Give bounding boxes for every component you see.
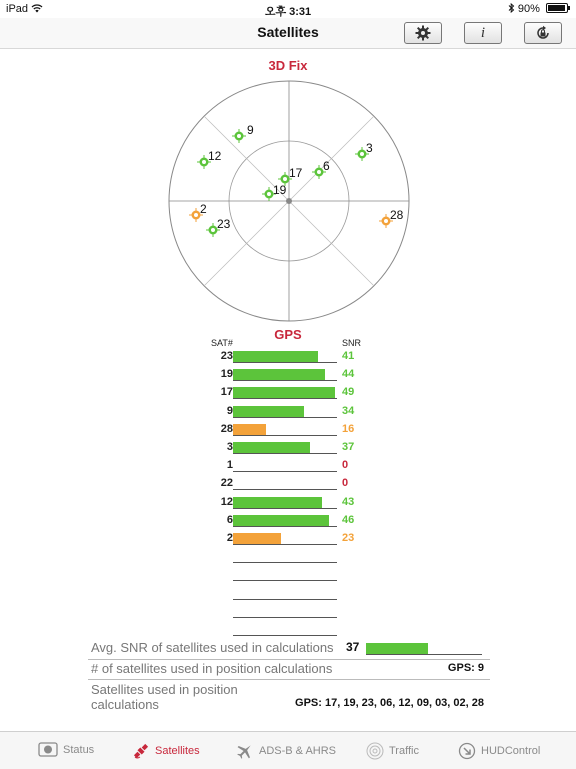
satellite-marker [312, 159, 330, 179]
avg-snr-bar [366, 643, 428, 654]
bluetooth-icon [508, 3, 518, 15]
snr-bar-track [233, 386, 337, 399]
snr-bar-track-empty [233, 623, 337, 636]
device-name: iPad [6, 3, 29, 15]
snr-row-sat: 12 [220, 495, 233, 508]
status-time: 오후 3:31 [264, 6, 312, 18]
satellite-marker [206, 217, 231, 237]
radar-icon [366, 742, 384, 760]
satellite-label: 9 [247, 123, 254, 137]
snr-bar [233, 406, 304, 417]
snr-bar-track [233, 441, 337, 454]
snr-bar [233, 351, 318, 362]
snr-row-value: 34 [342, 404, 355, 417]
tab-traffic-label: Traffic [389, 745, 419, 757]
satellite-marker [232, 123, 254, 143]
snr-bar [233, 533, 281, 544]
tab-hudcontrol[interactable] [458, 742, 540, 760]
tab-adsb-ahrs[interactable] [236, 742, 336, 760]
snr-row-sat: 2 [226, 532, 233, 544]
snr-row-value: 43 [342, 495, 355, 508]
snr-row-value: 46 [342, 513, 355, 526]
info-icon: i [480, 24, 486, 41]
sky-plot [164, 76, 414, 326]
satellite-label: 12 [208, 149, 222, 163]
snr-row-value: 23 [342, 532, 355, 544]
arrow-circle-icon [458, 742, 476, 760]
airplane-icon [236, 742, 254, 760]
snr-row-sat: 28 [220, 422, 233, 435]
satellites-used-label: Satellites used in position calculations [91, 682, 238, 712]
snr-row-sat: 3 [226, 441, 233, 453]
avg-snr-value: 37 [346, 640, 360, 654]
satellite-label: 23 [217, 217, 231, 231]
snr-column-header: SNR [342, 338, 362, 348]
satellite-marker [189, 202, 207, 222]
sky-center-dot [286, 198, 292, 204]
snr-bar [233, 424, 266, 435]
rotation-lock-icon [535, 25, 551, 41]
snr-row-value: 44 [342, 368, 355, 381]
snr-bar [233, 497, 322, 508]
satellite-marker [379, 208, 404, 228]
satellites-used-value: GPS: 17, 19, 23, 06, 12, 09, 03, 02, 28 [295, 697, 484, 709]
page-title: Satellites [257, 24, 319, 40]
avg-snr-label: Avg. SNR of satellites used in calculations [91, 640, 334, 655]
status-icon [38, 742, 58, 757]
settings-button[interactable] [404, 22, 442, 44]
tab-satellites-label: Satellites [155, 745, 200, 757]
snr-bar [233, 387, 335, 398]
snr-bar-track [233, 350, 337, 363]
satellite-label: 3 [366, 141, 373, 155]
snr-bar-track [233, 477, 337, 490]
tab-satellites[interactable] [132, 742, 200, 760]
snr-row-sat: 19 [220, 368, 233, 381]
satellite-count-label: # of satellites used in position calculations [91, 661, 333, 676]
tab-hudcontrol-label: HUDControl [481, 745, 541, 757]
snr-row-value: 0 [342, 477, 349, 490]
snr-row-value: 16 [342, 422, 355, 435]
satellite-label: 28 [390, 208, 404, 222]
tab-status[interactable] [38, 742, 94, 757]
snr-row-sat: 22 [220, 477, 233, 490]
tab-adsb-ahrs-label: ADS-B & AHRS [259, 745, 337, 757]
satellite-label: 17 [289, 166, 303, 180]
summary-divider-1 [88, 659, 490, 660]
sat-column-header: SAT# [211, 338, 233, 348]
satellite-marker [197, 149, 222, 169]
snr-bar [233, 442, 310, 453]
snr-row-sat: 6 [226, 513, 233, 526]
satellite-count-value: GPS: 9 [447, 662, 484, 674]
snr-bar-track [233, 514, 337, 527]
rotate-lock-button[interactable] [524, 22, 562, 44]
snr-bar-track [233, 405, 337, 418]
status-bar [0, 0, 576, 18]
gps-label: GPS [274, 327, 302, 342]
tab-status-label: Status [63, 743, 95, 756]
satellite-label: 19 [273, 183, 287, 197]
fix-status: 3D Fix [268, 58, 308, 73]
snr-bar-track [233, 532, 337, 545]
snr-row-value: 49 [342, 386, 355, 399]
satellite-marker [262, 183, 287, 201]
snr-row-sat: 17 [220, 386, 233, 399]
snr-bar-track-empty [233, 550, 337, 563]
nav-bar [0, 18, 576, 49]
satellite-icon [132, 742, 150, 760]
avg-snr-track [366, 643, 482, 655]
snr-row-value: 41 [342, 350, 355, 362]
snr-bar-track [233, 459, 337, 472]
snr-row-value: 0 [342, 459, 349, 472]
snr-bar-track-empty [233, 568, 337, 581]
snr-bar [233, 515, 329, 526]
snr-bar-track-empty [233, 587, 337, 600]
battery-percent: 90% [517, 3, 540, 15]
satellite-label: 6 [323, 159, 330, 173]
satellite-label: 2 [200, 202, 207, 216]
battery-icon [546, 3, 568, 13]
snr-bar-track [233, 368, 337, 381]
snr-row-sat: 9 [226, 404, 233, 417]
snr-row-sat: 23 [220, 350, 233, 362]
snr-bar-track [233, 423, 337, 436]
snr-bar-track [233, 496, 337, 509]
summary-divider-2 [88, 679, 490, 680]
gear-icon [415, 25, 431, 41]
snr-row-sat: 1 [226, 459, 233, 472]
snr-row-value: 37 [342, 441, 355, 453]
satellite-marker [355, 141, 373, 161]
info-button[interactable] [464, 22, 502, 44]
snr-bar [233, 369, 325, 380]
snr-bar-track-empty [233, 605, 337, 618]
tab-traffic[interactable] [366, 742, 419, 760]
tab-bar [0, 731, 576, 769]
